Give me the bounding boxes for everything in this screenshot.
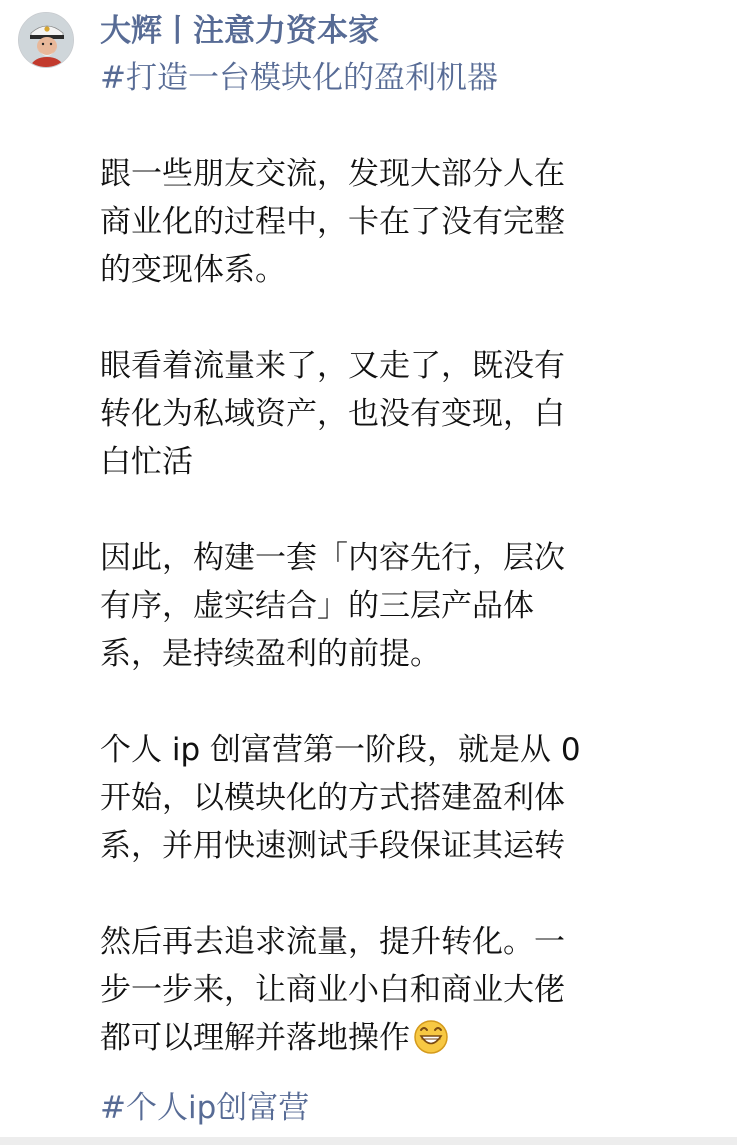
topic-tag[interactable]: #打造一台模块化的盈利机器 [100,60,498,96]
text-line: 白忙活 [100,444,193,480]
topic-tag-bottom[interactable]: #个人ip创富营 [100,1090,310,1126]
post-content [100,8,720,1062]
text-line: 的变现体系。 [100,252,286,288]
paragraph [100,150,720,294]
paragraph [100,342,720,486]
text-line: 系，并用快速测试手段保证其运转 [100,828,565,864]
author-avatar[interactable] [18,12,74,68]
text-line: 有序，虚实结合」的三层产品体 [100,588,534,624]
text-line-with-emoji [100,1014,720,1062]
text-line: 因此，构建一套「内容先行，层次 [100,540,565,576]
avatar-image [19,13,74,68]
text-line: 开始，以模块化的方式搭建盈利体 [100,780,565,816]
text-line: 都可以理解并落地操作 [100,1020,410,1056]
paragraph [100,726,720,870]
text-line: 商业化的过程中，卡在了没有完整 [100,204,565,240]
text-line: 然后再去追求流量，提升转化。一 [100,924,565,960]
paragraph [100,534,720,678]
text-line: 步一步来，让商业小白和商业大佬 [100,972,565,1008]
text-line: 跟一些朋友交流，发现大部分人在 [100,156,565,192]
author-name[interactable]: 大辉丨注意力资本家 [100,13,379,49]
text-line: 系，是持续盈利的前提。 [100,636,441,672]
text-line: 眼看着流量来了，又走了，既没有 [100,348,565,384]
paragraph [100,918,720,1062]
bottom-divider [0,1137,737,1145]
grinning-face-emoji-icon [412,1017,450,1055]
text-line: 转化为私域资产，也没有变现，白 [100,396,565,432]
text-line: 个人 ip 创富营第一阶段，就是从 0 [100,732,581,768]
